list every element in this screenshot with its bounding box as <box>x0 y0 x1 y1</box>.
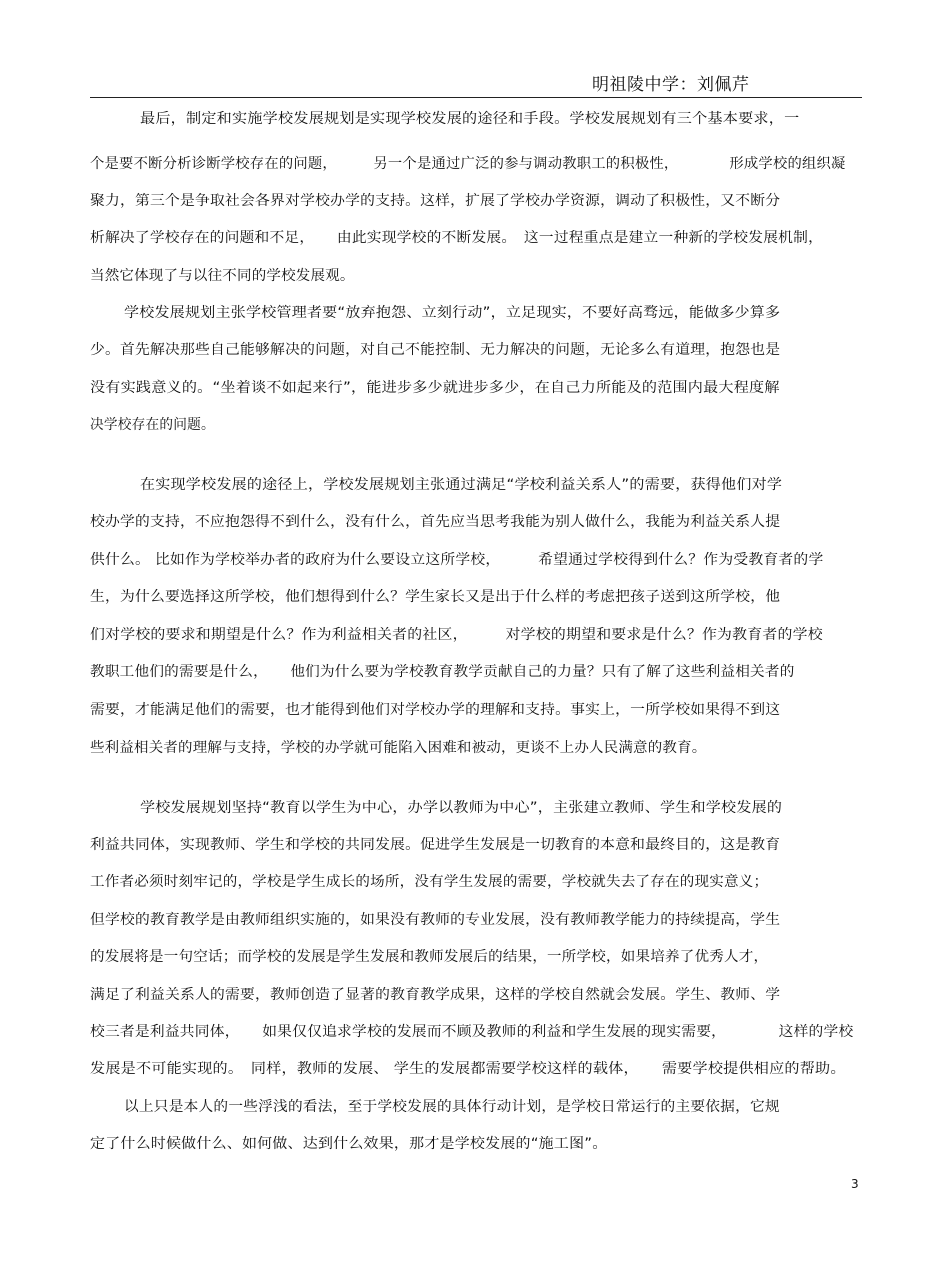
text-line: 个是要不断分析诊断学校存在的问题， 另一个是通过广泛的参与调动教职工的积极性， 形成学校的组织凝 <box>90 156 846 172</box>
text-line: 满足了利益关系人的需要，教师创造了显著的教育教学成果，这样的学校自然就会发展。学生、教师、学 <box>90 987 781 1003</box>
text-line: 供什么。 比如作为学校举办者的政府为什么要设立这所学校， 希望通过学校得到什么？作为受教育者的学 <box>90 552 824 568</box>
text-line: 在实现学校发展的途径上，学校发展规划主张通过满足“学校利益关系人”的需要，获得他们对学 <box>140 477 783 493</box>
text-line: 教职工他们的需要是什么， 他们为什么要为学校教育教学贡献自己的力量？只有了解了这些利益相关者的 <box>90 664 795 680</box>
page-header: 明祖陵中学：刘佩芹 <box>592 75 750 95</box>
text-line: 的发展将是一句空话；而学校的发展是学生发展和教师发展后的结果，一所学校，如果培养了优秀人才， <box>90 949 769 965</box>
page-number: 3 <box>851 1177 859 1191</box>
text-line: 聚力，第三个是争取社会各界对学校办学的支持。这样，扩展了学校办学资源，调动了积极性，又不断分 <box>90 193 781 209</box>
text-line: 学校发展规划坚持“教育以学生为中心，办学以教师为中心”，主张建立教师、学生和学校发展的 <box>140 800 783 816</box>
text-line: 最后，制定和实施学校发展规划是实现学校发展的途径和手段。学校发展规划有三个基本要求，一 <box>140 111 800 127</box>
text-line: 工作者必须时刻牢记的，学校是学生成长的场所，没有学生发展的需要，学校就失去了存在的现实意义； <box>90 874 769 890</box>
text-line: 析解决了学校存在的问题和不足， 由此实现学校的不断发展。 这一过程重点是建立一种新的学校发展机制， <box>90 230 824 246</box>
text-line: 需要，才能满足他们的需要，也才能得到他们对学校办学的理解和支持。事实上，一所学校如果得不到这 <box>90 702 781 718</box>
text-line: 学校发展规划主张学校管理者要“放弃抱怨、立刻行动”，立足现实，不要好高骛远，能做多少算多 <box>124 305 781 321</box>
text-line: 少。首先解决那些自己能够解决的问题，对自己不能控制、无力解决的问题，无论多么有道理，抱怨也是 <box>90 342 781 358</box>
text-line: 没有实践意义的。“坐着谈不如起来行”，能进步多少就进步多少，在自己力所能及的范围内最大程度解 <box>90 380 780 396</box>
text-line: 校三者是利益共同体， 如果仅仅追求学校的发展而不顾及教师的利益和学生发展的现实需要， 这样的学校 <box>90 1024 854 1040</box>
text-line: 些利益相关者的理解与支持，学校的办学就可能陷入困难和被动，更谈不上办人民满意的教育。 <box>90 740 707 756</box>
text-line: 校办学的支持，不应抱怨得不到什么，没有什么，首先应当思考我能为别人做什么，我能为利益关系人提 <box>90 514 781 530</box>
text-line: 利益共同体，实现教师、学生和学校的共同发展。促进学生发展是一切教育的本意和最终目的，这是教育 <box>90 837 781 853</box>
text-line: 以上只是本人的一些浮浅的看法，至于学校发展的具体行动计划，是学校日常运行的主要依据，它规 <box>124 1099 780 1115</box>
header-rule <box>90 97 862 98</box>
text-line: 生，为什么要选择这所学校，他们想得到什么？学生家长又是出于什么样的考虑把孩子送到这所学校，他 <box>90 589 781 605</box>
text-line: 定了什么时候做什么、如何做、达到什么效果，那才是学校发展的“施工图”。 <box>90 1136 608 1152</box>
text-line: 当然它体现了与以往不同的学校发展观。 <box>90 268 355 284</box>
text-line: 但学校的教育教学是由教师组织实施的，如果没有教师的专业发展，没有教师教学能力的持续提高，学生 <box>90 912 781 928</box>
text-line: 决学校存在的问题。 <box>90 417 215 433</box>
text-line: 发展是不可能实现的。 同样，教师的发展、 学生的发展都需要学校这样的载体， 需要学校提供相应的帮助。 <box>90 1061 846 1077</box>
text-line: 们对学校的要求和期望是什么？作为利益相关者的社区， 对学校的期望和要求是什么？作为教育者的学校 <box>90 627 823 643</box>
